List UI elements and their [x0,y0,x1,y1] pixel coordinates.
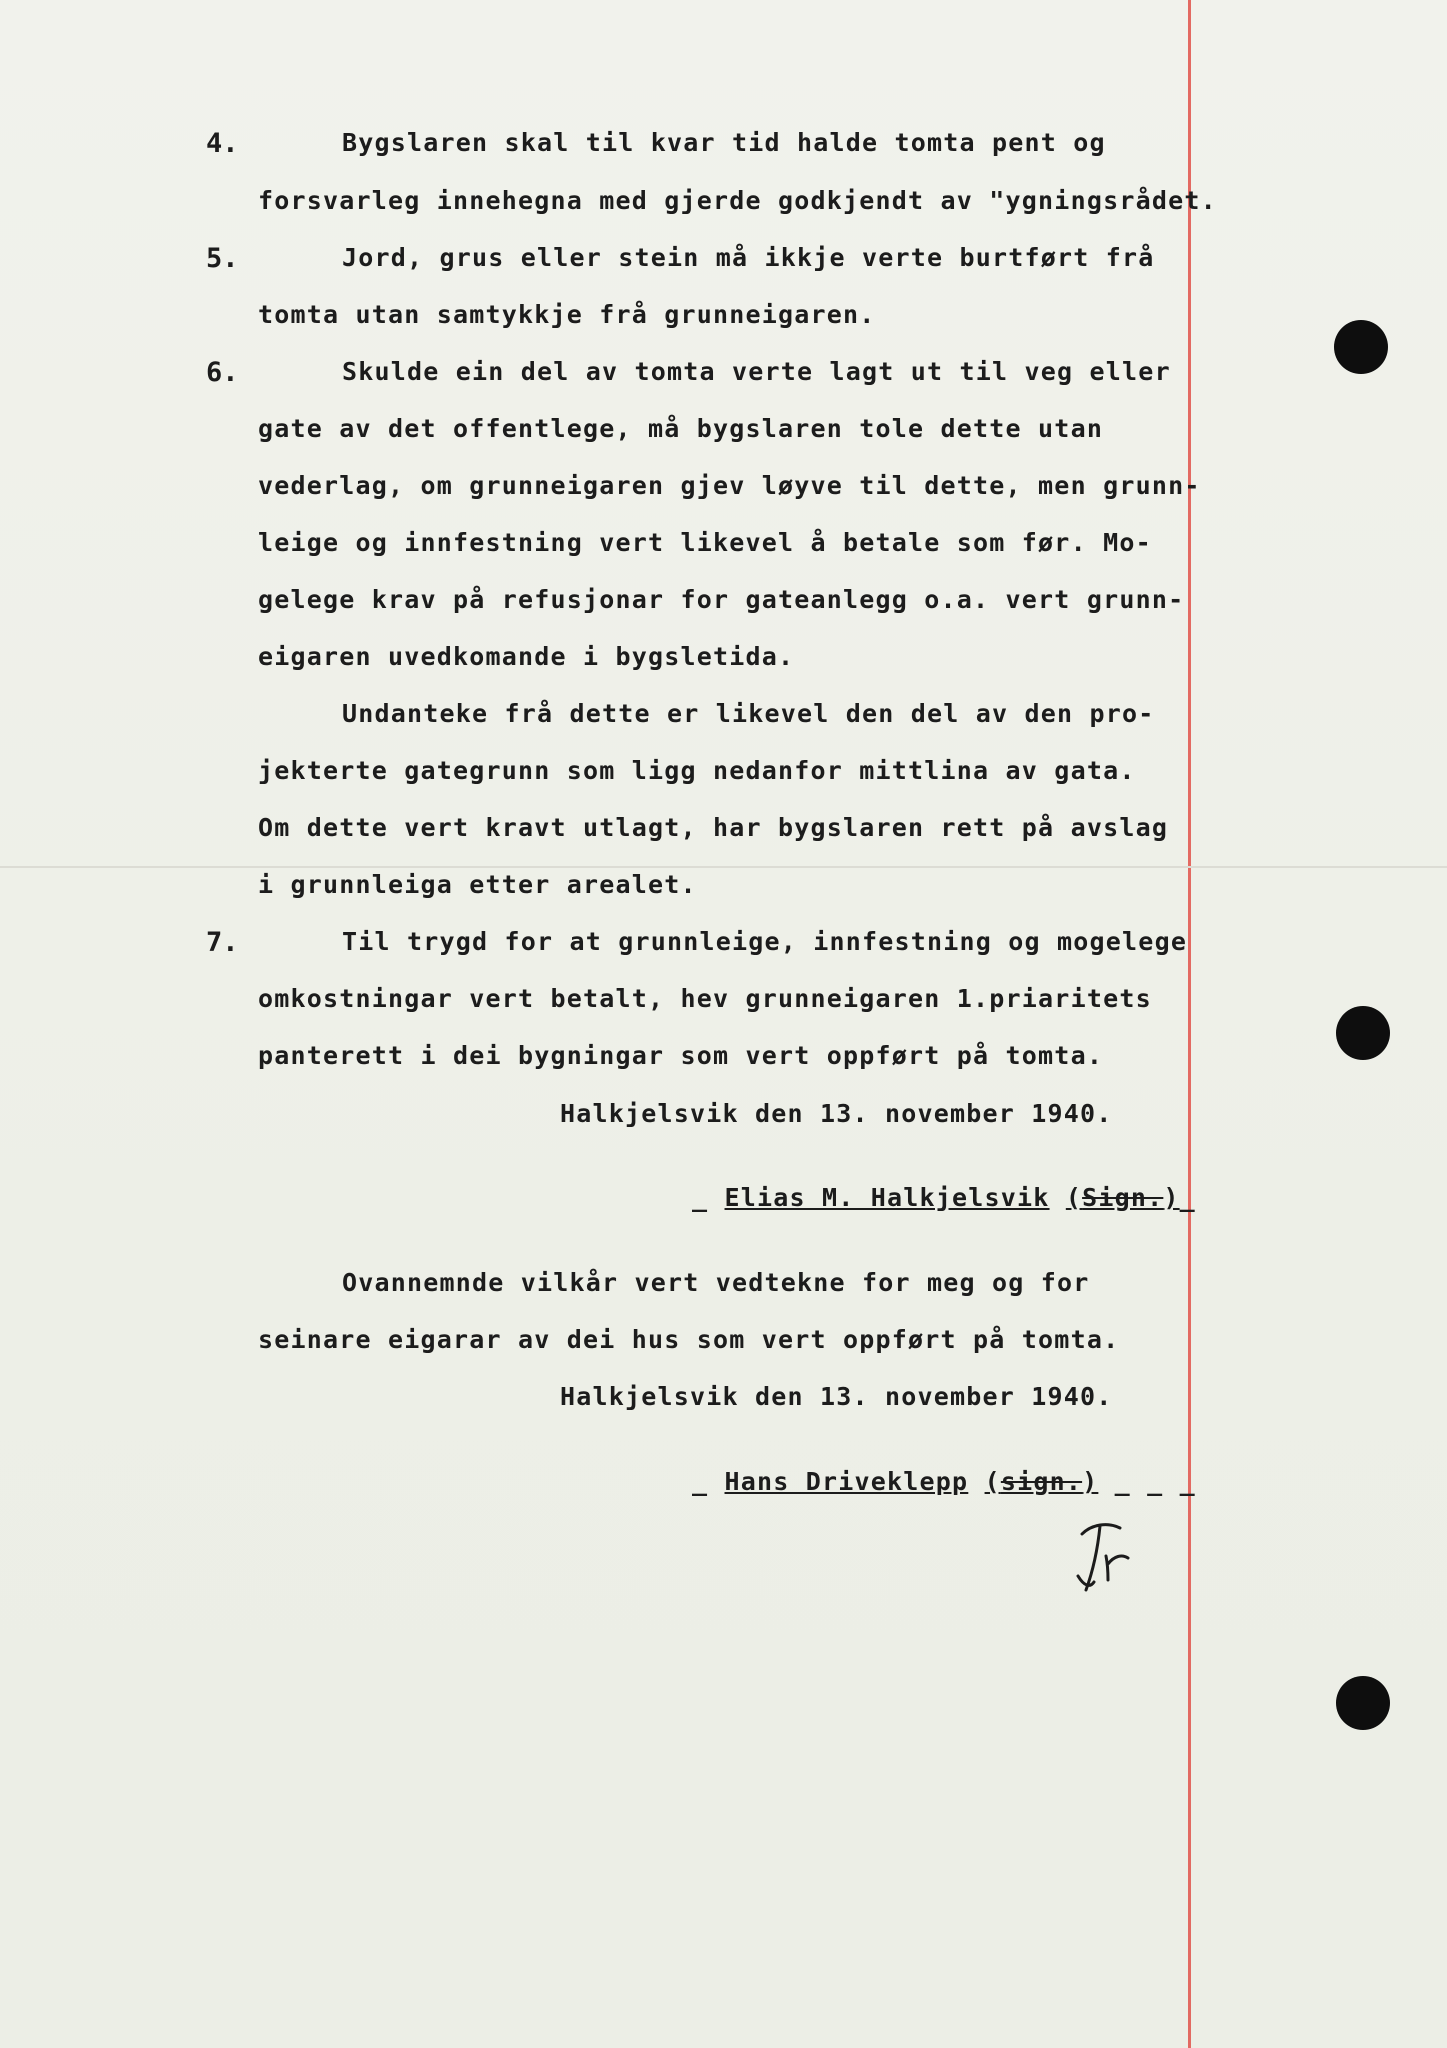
text-line: i grunnleiga etter arealet. [258,870,697,899]
text-line: panterett i dei bygningar som vert oppført på tomta. [258,1041,1104,1070]
punch-hole-bottom [1336,1676,1390,1730]
signature-line: _ Elias M. Halkjelsvik (Sign.)_ [692,1183,1196,1212]
text-line: Ovannemnde vilkår vert vedtekne for meg og for [342,1268,1090,1297]
text-line: gate av det offentlege, må bygslaren tole dette utan [258,414,1104,443]
text-line: eigaren uvedkomande i bygsletida. [258,642,795,671]
text-line: forsvarleg innehegna med gjerde godkjendt av "ygningsrådet. [258,186,1217,215]
text-line: Jord, grus eller stein må ikkje verte burtført frå [342,243,1155,272]
page-fold-line [0,866,1447,868]
signature-name: Elias M. Halkjelsvik [724,1183,1050,1212]
item-number: 6. [206,357,239,388]
signature-sign-mark: sign. [1000,1467,1083,1496]
item-number: 5. [206,243,239,274]
red-margin-line [1188,0,1191,2048]
text-line: jekterte gategrunn som ligg nedanfor mittlina av gata. [258,756,1136,785]
text-line: Om dette vert kravt utlagt, har bygslaren rett på avslag [258,813,1169,842]
date-line: Halkjelsvik den 13. november 1940. [560,1099,1113,1128]
text-line: omkostningar vert betalt, hev grunneigaren 1.priaritets [258,984,1152,1013]
text-line: leige og innfestning vert likevel å betale som før. Mo- [258,528,1152,557]
text-line: gelege krav på refusjonar for gateanlegg o.a. vert grunn- [258,585,1185,614]
text-line: Til trygd for at grunnleige, innfestning og mogelege [342,927,1188,956]
signature-name: Hans Driveklepp [724,1467,969,1496]
text-line: Undanteke frå dette er likevel den del av den pro- [342,699,1155,728]
handwritten-initials [1068,1516,1138,1604]
item-number: 4. [206,128,239,159]
item-number: 7. [206,927,239,958]
punch-hole-middle [1336,1006,1390,1060]
punch-hole-top [1334,320,1388,374]
signature-line: _ Hans Driveklepp (sign.) _ _ _ [692,1467,1196,1496]
signature-sign-mark: Sign. [1082,1183,1164,1212]
text-line: Skulde ein del av tomta verte lagt ut til veg eller [342,357,1171,386]
text-line: Bygslaren skal til kvar tid halde tomta pent og [342,128,1106,157]
text-line: tomta utan samtykkje frå grunneigaren. [258,300,876,329]
date-line: Halkjelsvik den 13. november 1940. [560,1382,1113,1411]
text-line: vederlag, om grunneigaren gjev løyve til dette, men grunn- [258,471,1201,500]
text-line: seinare eigarar av dei hus som vert oppført på tomta. [258,1325,1120,1354]
